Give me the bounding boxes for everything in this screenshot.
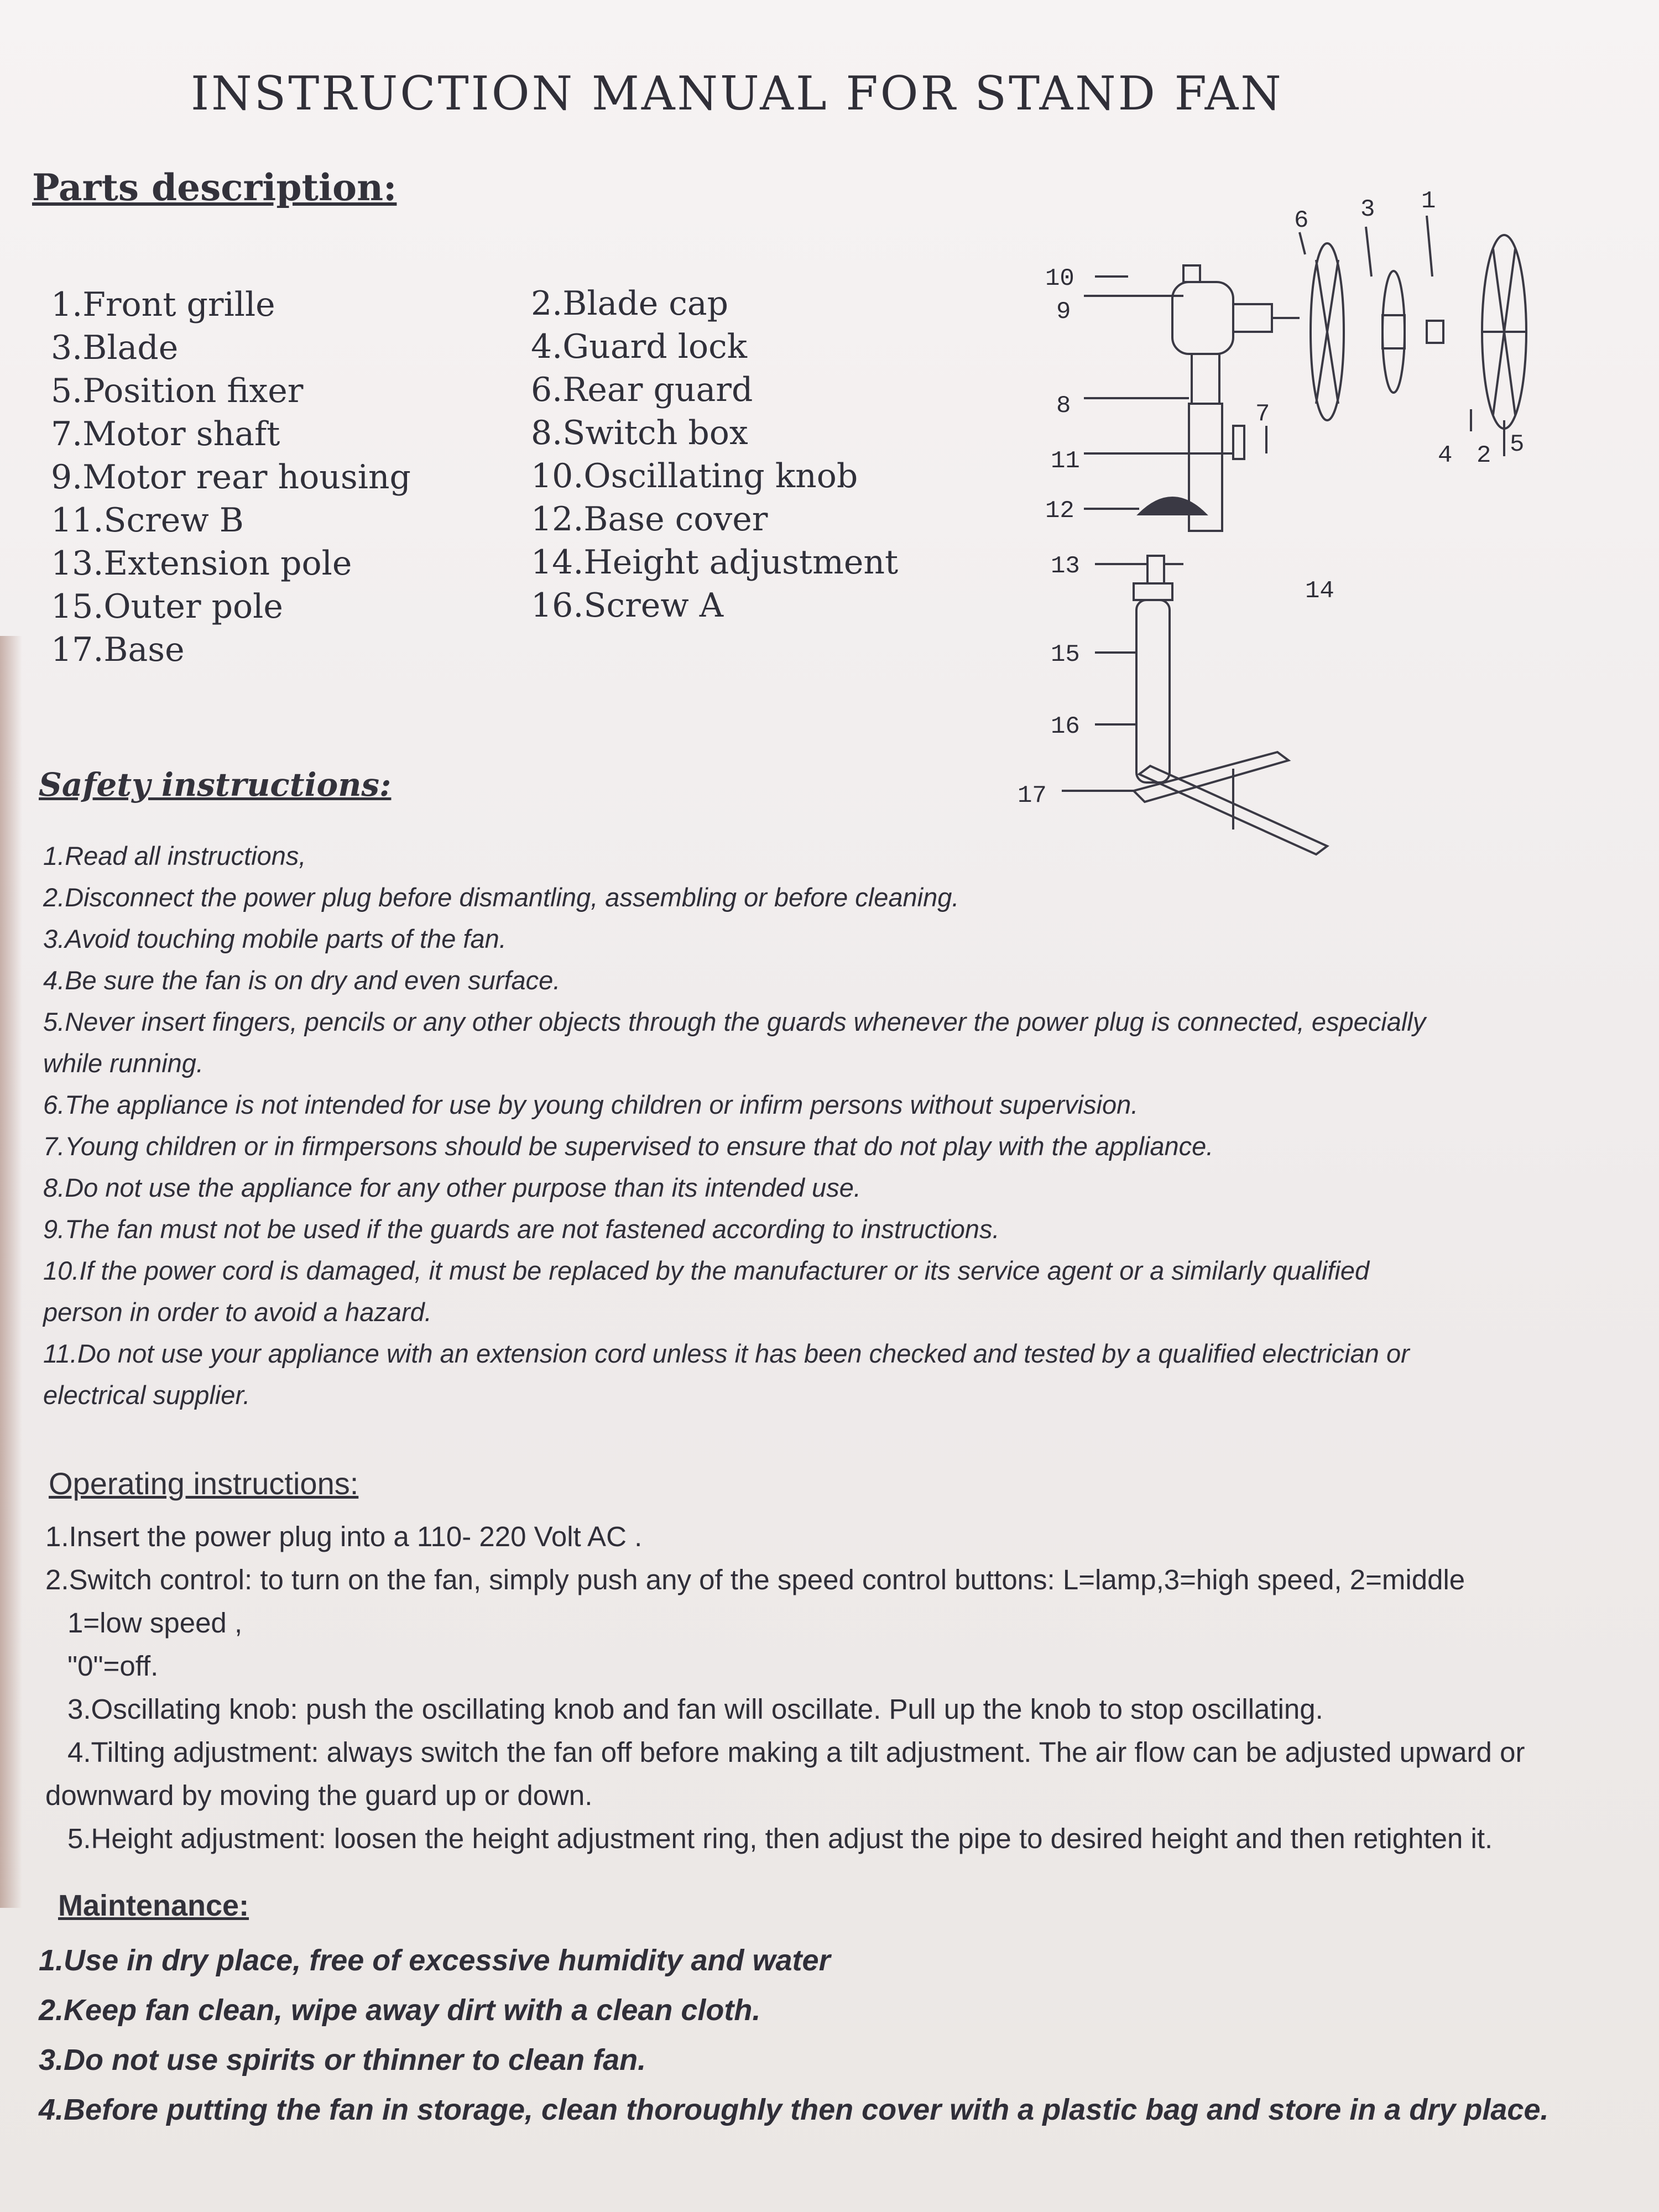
part-item: 5.Position fixer [51, 372, 304, 410]
safety-item: 5.Never insert fingers, pencils or any other objects through the guards whenever the power plug is connected, especially [43, 1007, 1426, 1036]
part-item: 15.Outer pole [51, 587, 283, 626]
part-item: 3.Blade [51, 328, 179, 367]
parts-list-right [531, 282, 898, 627]
diagram-label-14: 14 [1305, 577, 1334, 605]
part-item: 13.Extension pole [51, 544, 352, 583]
maintenance-heading: Maintenance: [58, 1889, 249, 1922]
diagram-label-6: 6 [1294, 207, 1309, 234]
diagram-label-15: 15 [1051, 641, 1080, 669]
safety-item: 1.Read all instructions, [43, 841, 306, 870]
diagram-label-7: 7 [1255, 400, 1270, 428]
diagram-label-10: 10 [1045, 265, 1074, 293]
maintenance-item: 1.Use in dry place, free of excessive humidity and water [39, 1944, 831, 1977]
safety-item: electrical supplier. [43, 1380, 251, 1410]
maintenance-item: 4.Before putting the fan in storage, clean thoroughly then cover with a plastic bag and store in a dry place. [39, 2093, 1549, 2126]
diagram-label-5: 5 [1510, 431, 1525, 458]
diagram-label-8: 8 [1056, 392, 1071, 420]
page-title: INSTRUCTION MANUAL FOR STAND FAN [191, 66, 1284, 121]
part-item: 10.Oscillating knob [531, 457, 858, 495]
diagram-label-4: 4 [1438, 442, 1453, 469]
safety-item: 10.If the power cord is damaged, it must be replaced by the manufacturer or its service agent or a similarly qualified [43, 1256, 1370, 1285]
part-item: 12.Base cover [531, 500, 768, 539]
diagram-label-9: 9 [1056, 298, 1071, 326]
operating-item: 5.Height adjustment: loosen the height adjustment ring, then adjust the pipe to desired height and then retighten it. [67, 1823, 1493, 1854]
page-edge-shadow [0, 636, 22, 1908]
outer-pole-shape [1136, 600, 1170, 782]
safety-heading: Safety instructions: [39, 766, 392, 804]
diagram-label-17: 17 [1018, 782, 1047, 810]
motor-shaft-shape [1233, 304, 1272, 332]
blade-cap-shape [1427, 321, 1443, 343]
safety-list [43, 835, 1426, 1416]
position-fixer-shape [1233, 426, 1244, 459]
safety-item: while running. [43, 1048, 204, 1078]
part-item: 4.Guard lock [531, 327, 748, 366]
parts-heading: Parts description: [32, 166, 397, 209]
safety-item: 2.Disconnect the power plug before dismantling, assembling or before cleaning. [43, 883, 959, 912]
operating-item: 1=low speed , [67, 1607, 243, 1639]
oscillating-knob-shape [1183, 265, 1200, 282]
safety-item: 3.Avoid touching mobile parts of the fan. [43, 924, 507, 953]
part-item: 6.Rear guard [531, 371, 753, 409]
safety-item: 4.Be sure the fan is on dry and even surface. [43, 966, 561, 995]
operating-item: 2.Switch control: to turn on the fan, simply push any of the speed control buttons: L=lamp,3=high speed, 2=middle [45, 1564, 1465, 1595]
part-item: 7.Motor shaft [51, 415, 280, 453]
part-item: 16.Screw A [531, 586, 724, 625]
operating-item: downward by moving the guard up or down. [45, 1780, 593, 1811]
diagram-label-1: 1 [1421, 187, 1436, 215]
diagram-label-12: 12 [1045, 497, 1074, 525]
maintenance-list [39, 1936, 1548, 2135]
parts-list-left [51, 283, 411, 671]
operating-list [45, 1515, 1525, 1860]
safety-item: 7.Young children or in firmpersons should be supervised to ensure that do not play with the appliance. [43, 1131, 1214, 1161]
diagram-label-3: 3 [1360, 196, 1375, 223]
part-item: 1.Front grille [51, 285, 275, 324]
operating-item: "0"=off. [67, 1650, 159, 1682]
part-item: 17.Base [51, 630, 185, 669]
diagram-label-16: 16 [1051, 713, 1080, 740]
operating-item: 3.Oscillating knob: push the oscillating knob and fan will oscillate. Pull up the knob to stop oscillating. [67, 1693, 1323, 1725]
part-item: 11.Screw B [51, 501, 244, 540]
diagram-label-2: 2 [1477, 442, 1491, 469]
safety-item: 11.Do not use your appliance with an extension cord unless it has been checked and tested by a qualified electrician or [43, 1339, 1410, 1368]
maintenance-item: 2.Keep fan clean, wipe away dirt with a clean cloth. [39, 1994, 761, 2027]
safety-item: 9.The fan must not be used if the guards are not fastened according to instructions. [43, 1214, 1000, 1244]
safety-item: 8.Do not use the appliance for any other purpose than its intended use. [43, 1173, 861, 1202]
diagram-label-11: 11 [1051, 447, 1080, 475]
height-adjustment-shape [1147, 556, 1164, 583]
maintenance-item: 3.Do not use spirits or thinner to clean fan. [39, 2043, 646, 2077]
part-item: 2.Blade cap [531, 284, 729, 323]
switch-box-shape [1192, 354, 1219, 404]
blade-hub-shape [1383, 315, 1405, 348]
part-item: 8.Switch box [531, 414, 748, 452]
operating-heading: Operating instructions: [49, 1466, 359, 1501]
safety-item: person in order to avoid a hazard. [43, 1297, 432, 1327]
operating-item: 1.Insert the power plug into a 110- 220 Volt AC . [45, 1521, 643, 1552]
fan-exploded-diagram [1018, 166, 1648, 885]
base-cover-shape [1139, 498, 1206, 514]
diagram-label-13: 13 [1051, 552, 1080, 580]
extension-pole-shape [1134, 583, 1172, 600]
safety-item: 6.The appliance is not intended for use by young children or infirm persons without supervision. [43, 1090, 1139, 1119]
part-item: 14.Height adjustment [531, 543, 899, 582]
operating-item: 4.Tilting adjustment: always switch the fan off before making a tilt adjustment. The air flow can be adjusted upward or [67, 1736, 1525, 1768]
blade-shape [1383, 271, 1405, 393]
motor-housing-shape [1172, 282, 1233, 354]
part-item: 9.Motor rear housing [51, 458, 411, 497]
